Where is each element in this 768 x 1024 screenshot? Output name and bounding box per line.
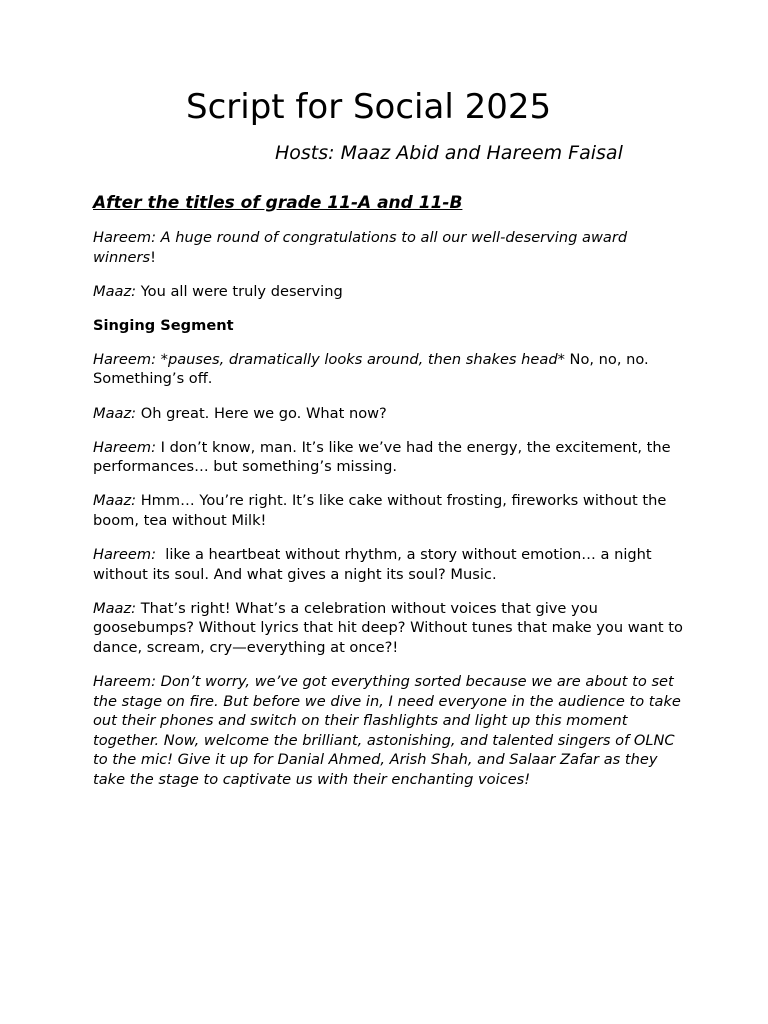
paragraph-text: ! <box>150 248 156 266</box>
dialogue-line <box>93 599 683 658</box>
dialogue-line <box>93 545 683 584</box>
speaker-label: Hareem: <box>93 438 157 456</box>
dialogue-text: Hmm… You’re right. It’s like cake without frosting, fireworks without the boom, tea without Milk! <box>93 492 667 529</box>
speaker-label: Maaz: <box>93 492 137 510</box>
dialogue-text: like a heartbeat without rhythm, a story without emotion… a night without its soul. And what gives a night its soul? Music. <box>93 546 657 583</box>
closing-paragraph: Hareem: Don’t worry, we’ve got everything sorted because we are about to set the stage on fire. But before we dive in, I need everyone in the audience to take out their phones and switch on their flashlights and light up this moment together. Now, welcome the brilliant, astonishing, and talented singers of OLNC to the mic! Give it up for Danial Ahmed, Arish Shah, and Salaar Zafar as they take the stage to captivate us with their enchanting voices! <box>93 673 681 788</box>
dialogue-text: Oh great. Here we go. What now? <box>136 404 387 422</box>
italic-text: Hareem: A huge round of congratulations to all our well-deserving award winners <box>93 229 628 266</box>
dialogue-text: No, no, no. Something’s off. <box>93 350 649 388</box>
dialogue-text: I don’t know, man. It’s like we’ve had the energy, the excitement, the performances… but something’s missing. <box>93 438 671 476</box>
paragraph-maaz-deserving <box>93 282 683 302</box>
speaker-label: Maaz: <box>93 404 137 422</box>
dialogue-line <box>93 491 683 530</box>
dialogue-text: That’s right! What’s a celebration without voices that give you goosebumps? Without lyrics that hit deep? Without tunes that make you want to dance, scream, cry—everything at once?! <box>93 599 683 656</box>
speaker-label: Hareem: *pauses, dramatically looks around, then shakes head* <box>93 350 565 368</box>
dialogue-line <box>93 438 683 477</box>
speaker-label: Maaz: <box>93 599 137 617</box>
dialogue-line <box>93 404 683 424</box>
page-title: Script for Social 2025 <box>186 87 552 127</box>
section-heading: After the titles of grade 11-A and 11-B <box>93 193 463 213</box>
document-body <box>93 192 683 804</box>
speaker-label: Hareem: <box>93 546 157 564</box>
paragraph-text: You all were truly deserving <box>136 282 343 300</box>
paragraph-congratulations <box>93 228 683 267</box>
dialogue-line <box>93 350 683 389</box>
speaker-label: Maaz: <box>93 282 137 300</box>
segment-title: Singing Segment <box>93 316 234 334</box>
hosts-line: Hosts: Maaz Abid and Hareem Faisal <box>275 142 623 164</box>
